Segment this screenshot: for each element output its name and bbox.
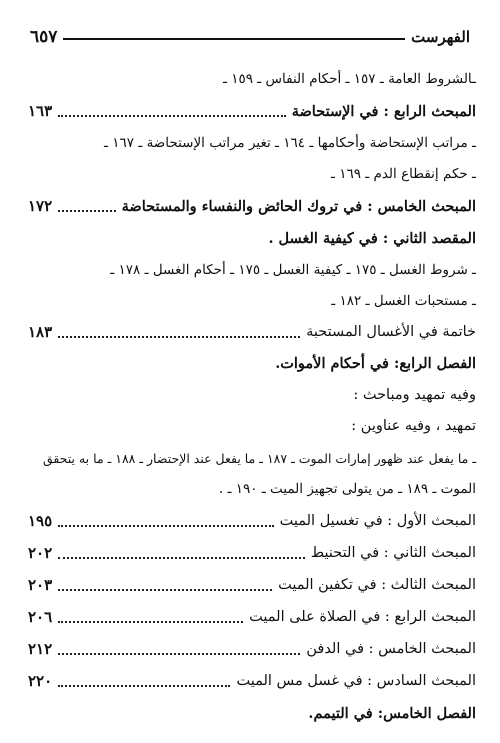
- entry-text: الفصل الخامس: في التيمم.: [308, 704, 476, 722]
- entry-text: ـ مراتب الإستحاضة وأحكامها ـ ١٦٤ ـ تغير مراتب الإستحاضة ـ ١٦٧ ـ: [104, 135, 476, 151]
- toc-entry: [28, 381, 476, 409]
- leader-dots: [58, 210, 115, 212]
- toc-entry: [28, 635, 476, 663]
- toc-entry: [28, 603, 476, 631]
- toc-entry: [28, 507, 476, 535]
- entry-text: المبحث الثالث : في تكفين الميت: [278, 577, 476, 593]
- entry-text: المبحث الرابع : في الإستحاضة: [291, 102, 476, 120]
- leader-dots: [58, 653, 300, 655]
- entry-text: المبحث الخامس : في الدفن: [306, 641, 476, 657]
- page-header: [30, 24, 470, 50]
- toc-entry: [28, 287, 476, 315]
- entry-page: ١٩٥: [28, 512, 53, 530]
- entry-text: ـالشروط العامة ـ ١٥٧ ـ أحكام النفاس ـ ١٥٩ ـ: [223, 71, 476, 87]
- toc-entry: [28, 412, 476, 440]
- entry-text: تمهيد ، وفيه عناوين :: [351, 418, 476, 434]
- toc-entry: [28, 475, 476, 503]
- entry-text: المبحث السادس : في غسل مس الميت: [236, 673, 476, 689]
- toc-entry: [28, 571, 476, 599]
- entry-text: وفيه تمهيد ومباحث :: [353, 387, 476, 403]
- toc-entry: [28, 539, 476, 567]
- entry-page: ٢٠٣: [28, 576, 53, 594]
- header-rule: [63, 38, 405, 40]
- leader-dots: [58, 525, 273, 527]
- entry-text: المبحث الثاني : في التحنيط: [310, 545, 476, 561]
- entry-text: الموت ـ ١٨٩ ـ من يتولى تجهيز الميت ـ ١٩٠ ـ .: [218, 481, 476, 497]
- entry-text: الفصل الرابع: في أحكام الأموات.: [275, 354, 476, 372]
- header-page-number: ٦٥٧: [30, 27, 58, 47]
- entry-text: ـ حكم إنقطاع الدم ـ ١٦٩ ـ: [330, 166, 476, 182]
- entry-text: المقصد الثاني : في كيفية الغسل .: [268, 229, 476, 247]
- entry-page: ٢٠٦: [28, 608, 53, 626]
- entry-page: ١٦٣: [28, 102, 53, 120]
- toc-entry: [28, 256, 476, 284]
- toc-entry: [28, 318, 476, 346]
- entry-text: خاتمة في الأغسال المستحبة: [306, 324, 476, 340]
- toc-entry: [28, 349, 476, 377]
- toc-entry: [28, 65, 476, 93]
- leader-dots: [58, 557, 305, 559]
- header-title: الفهرست: [411, 28, 470, 46]
- toc-entry: [28, 160, 476, 188]
- leader-dots: [58, 621, 243, 623]
- entry-page: ٢٢٠: [28, 672, 53, 690]
- entry-page: ١٧٢: [28, 197, 53, 215]
- entry-page: ٢٠٢: [28, 544, 53, 562]
- toc-entry: [28, 97, 476, 125]
- toc-entry: [28, 444, 476, 472]
- entry-text: المبحث الأول : في تغسيل الميت: [279, 513, 476, 529]
- toc-entry: [28, 192, 476, 220]
- entry-text: المبحث الرابع : في الصلاة على الميت: [249, 609, 476, 625]
- leader-dots: [58, 685, 230, 687]
- toc-entry: [28, 699, 476, 727]
- toc-entry: [28, 667, 476, 695]
- entry-page: ٢١٢: [28, 640, 53, 658]
- toc-entry: [28, 224, 476, 252]
- toc-entry: [28, 129, 476, 157]
- leader-dots: [58, 115, 286, 117]
- entry-text: ـ مستحبات الغسل ـ ١٨٢ ـ: [331, 293, 476, 309]
- entry-text: المبحث الخامس : في تروك الحائض والنفساء والمستحاضة: [121, 197, 476, 215]
- leader-dots: [58, 589, 272, 591]
- leader-dots: [58, 336, 300, 338]
- entry-text: ـ ما يفعل عند ظهور إمارات الموت ـ ١٨٧ ـ ما يفعل عند الإحتضار ـ ١٨٨ ـ ما به يتحقق: [42, 450, 476, 466]
- entry-page: ١٨٣: [28, 323, 53, 341]
- entry-text: ـ شروط الغسل ـ ١٧٥ ـ كيفية الغسل ـ ١٧٥ ـ أحكام الغسل ـ ١٧٨ ـ: [110, 262, 476, 278]
